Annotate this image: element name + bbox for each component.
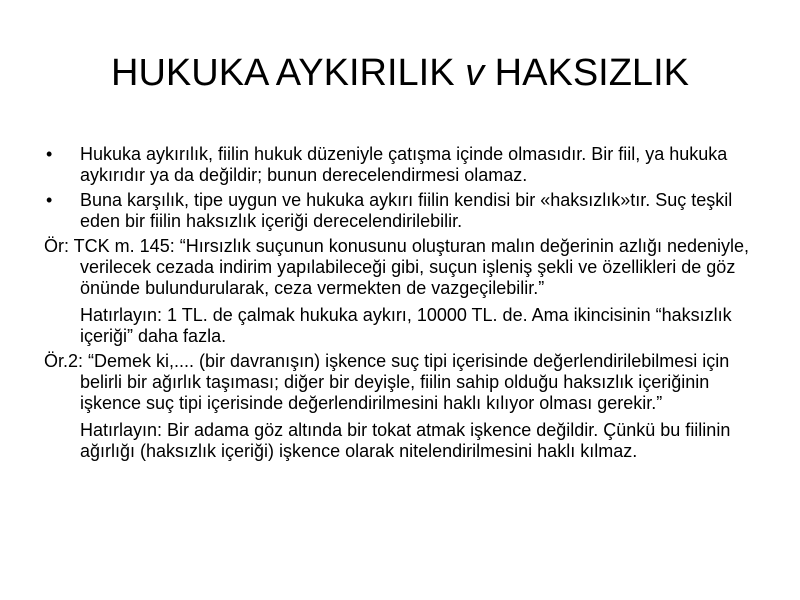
example-2-paragraph: Ör.2: “Demek ki,.... (bir davranışın) işkence suç tipi içerisinde değerlendirilebilmesi için belirli bir ağırlık taşıması; diğer bir deyişle, fiilin sahip olduğu haksızlık içeriğinin işkence suç tipi içerisinde değerlendirilmesini haklı kılıyor olması gerekir.”: [44, 351, 730, 413]
title-part-1: HUKUKA AYKIRILIK: [111, 52, 466, 94]
slide-body: [44, 144, 768, 466]
slide-title: [0, 50, 800, 96]
note-1-paragraph: Hatırlayın: 1 TL. de çalmak hukuka aykırı, 10000 TL. de. Ama ikincisinin “haksızlık içeriği” daha fazla.: [80, 305, 732, 346]
bullet-text-2: Buna karşılık, tipe uygun ve hukuka aykırı fiilin kendisi bir «haksızlık»tır. Suç teşkil eden bir fiilin haksızlık içeriği derecelendirilebilir.: [80, 190, 733, 231]
title-italic-v: v: [465, 52, 485, 94]
bullet-glyph: •: [46, 144, 53, 164]
bullet-glyph: •: [46, 190, 53, 210]
note-2-paragraph: Hatırlayın: Bir adama göz altında bir tokat atmak işkence değildir. Çünkü bu fiilinin ağırlığı (haksızlık içeriği) işkence olarak nitelendirilmesini haklı kılmaz.: [80, 420, 731, 461]
example-1-paragraph: Ör: TCK m. 145: “Hırsızlık suçunun konusunu oluşturan malın değerinin azlığı nedeniyle, verilecek cezada indirim yapılabileceği gibi, suçun işleniş şekli ve özellikleri de göz önünde bulundurularak, ceza vermekten de vazgeçilebilir.”: [44, 236, 750, 298]
bullet-item-1: [44, 144, 768, 186]
bullet-item-2: [44, 190, 768, 232]
title-part-2: HAKSIZLIK: [484, 52, 689, 94]
bullet-text-1: Hukuka aykırılık, fiilin hukuk düzeniyle çatışma içinde olmasıdır. Bir fiil, ya hukuka aykırıdır ya da değildir; bunun derecelendirmesi olamaz.: [80, 144, 728, 185]
